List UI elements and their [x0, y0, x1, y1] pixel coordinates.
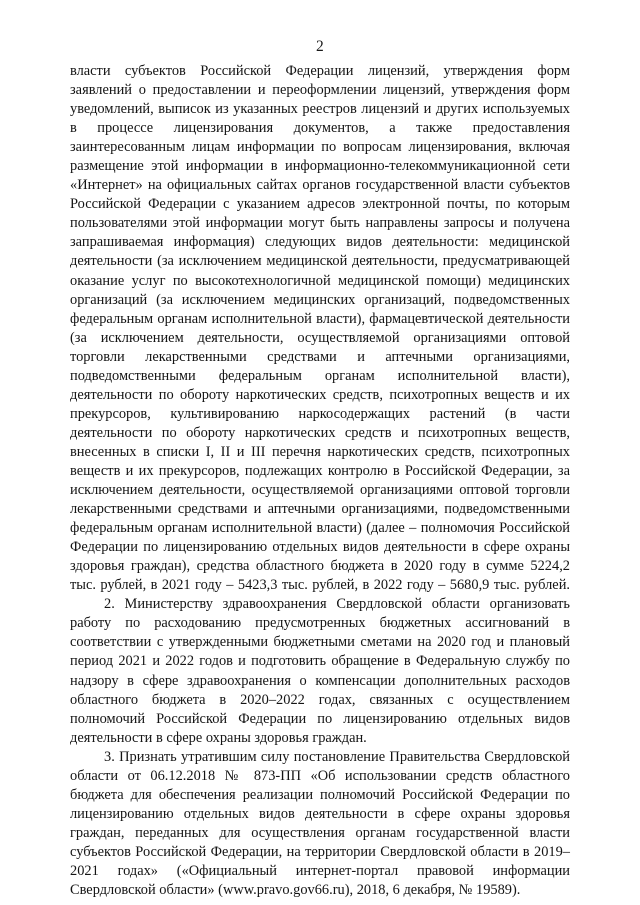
- page-number: 2: [316, 38, 324, 55]
- paragraph-item-2: 2. Министерству здравоохранения Свердловской области организовать работу по расходованию предусмотренных бюджетных ассигнований в соответствии с утвержденными бюджетными сметами на 2020 год и плановый период 2021 и 2022 годов и подготовить обращение в Федеральную службу по надзору в сфере здравоохранения о компенсации дополнительных расходов областного бюджета в 2020–2022 годах, связанных с осуществлением полномочий Российской Федерации по лицензированию отдельных видов деятельности в сфере охраны здоровья граждан.: [70, 596, 570, 746]
- document-body: [70, 62, 570, 900]
- paragraph-continued-1: власти субъектов Российской Федерации лицензий, утверждения форм заявлений о предоставлении и переоформлении лицензий, утверждения форм уведомлений, выписок из указанных реестров лицензий и других используемых в процессе лицензирования документов, а также предоставления заинтересованным лицам информации по вопросам лицензирования, включая размещение этой информации в информационно-телекоммуникационной сети «Интернет» на официальных сайтах органов государственной власти субъектов Российской Федерации с указанием адресов электронной почты, по которым пользователями этой информации могут быть направлены запросы и получена запрашиваемая информация) следующих видов деятельности: медицинской деятельности (за исключением медицинской деятельности, предусматривающей оказание услуг по высокотехнологичной медицинской помощи) медицинских организаций (за исключением медицинских организаций, подведомственных федеральным органам исполнительной власти), фармацевтической деятельности (за исключением деятельности, осуществляемой организациями оптовой торговли лекарственными средствами и аптечными организациями, подведомственными федеральным органам исполнительной власти), деятельности по обороту наркотических средств, психотропных веществ и их прекурсоров, культивированию наркосодержащих растений (в части деятельности по обороту наркотических средств и психотропных веществ, внесенных в списки I, II и III перечня наркотических средств, психотропных веществ и их прекурсоров, подлежащих контролю в Российской Федерации, за исключением деятельности, осуществляемой организациями оптовой торговли лекарственными средствами и аптечными организациями, подведомственными федеральным органам исполнительной власти) (далее – полномочия Российской Федерации по лицензированию отдельных видов деятельности в сфере охраны здоровья граждан), средства областного бюджета в 2020 году в сумме 5224,2 тыс. рублей, в 2021 году – 5423,3 тыс. рублей, в 2022 году – 5680,9 тыс. рублей.: [70, 63, 570, 594]
- paragraph-item-3: 3. Признать утратившим силу постановление Правительства Свердловской области от 06.12.2018 № 873-ПП «Об использовании средств областного бюджета для обеспечения реализации полномочий Российской Федерации по лицензированию отдельных видов деятельности в сфере охраны здоровья граждан, переданных для осуществления органам государственной власти субъектов Российской Федерации, на территории Свердловской области в 2019–2021 годах» («Официальный интернет-портал правовой информации Свердловской области» (www.pravo.gov66.ru), 2018, 6 декабря, № 19589).: [70, 748, 570, 899]
